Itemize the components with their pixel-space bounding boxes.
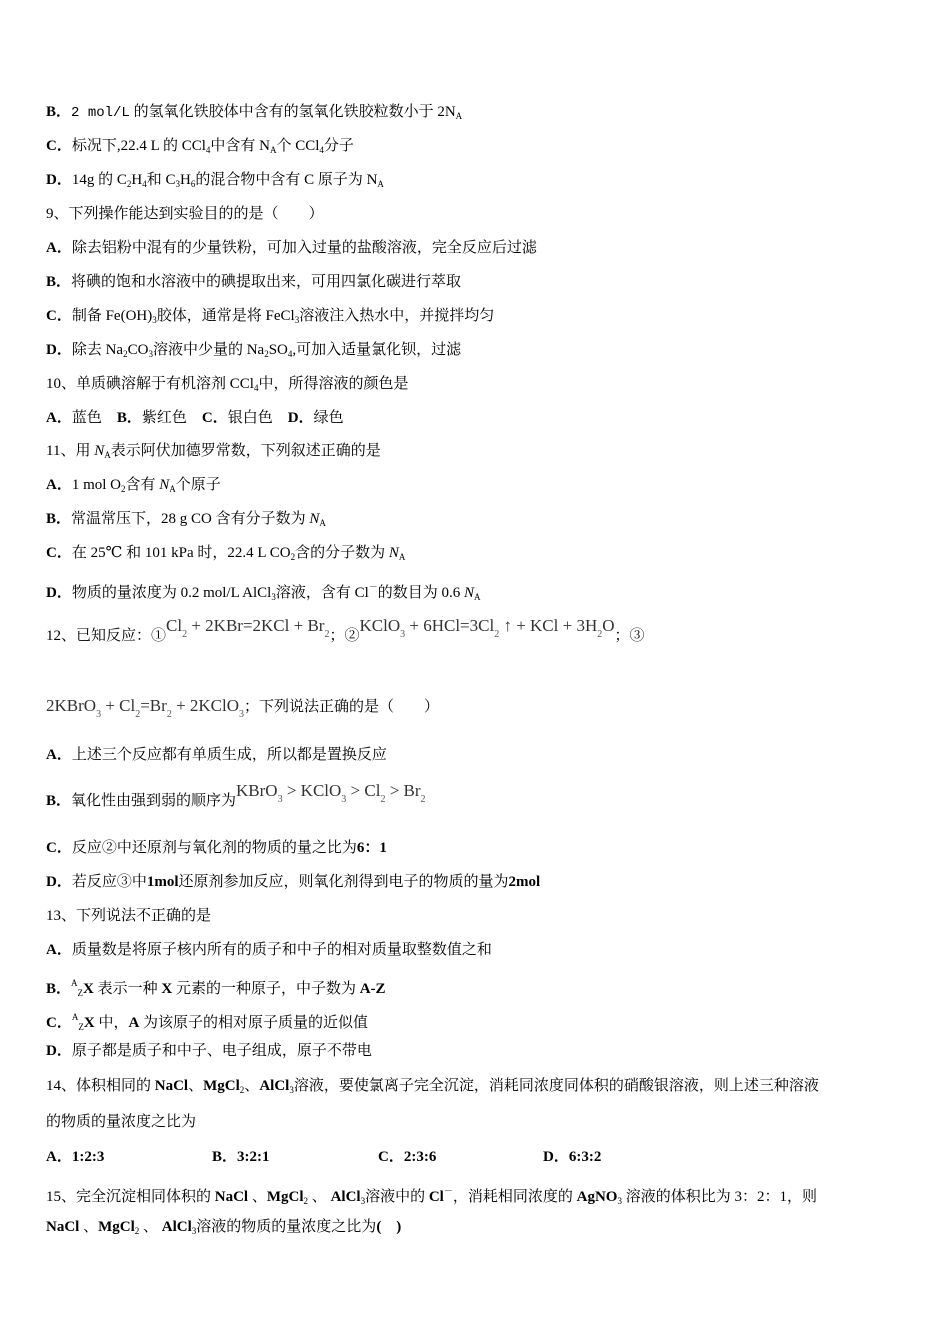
option-label: D．	[287, 410, 314, 426]
text-segment: Z	[77, 988, 84, 998]
text-segment: =Br	[140, 696, 167, 715]
text-segment: 胶体，通常是将 FeCl	[156, 308, 295, 324]
text-segment: 个原子	[175, 477, 221, 493]
text-segment: 标况下,22.4 L 的 CCl	[71, 138, 206, 154]
option-label: C．	[46, 1015, 72, 1031]
text-segment: 紫红色	[141, 410, 202, 426]
text-segment: + Cl	[101, 696, 136, 715]
text-segment: 、	[79, 1219, 99, 1235]
option-label: B．	[46, 981, 72, 997]
text-segment: 2	[166, 709, 172, 720]
option-item	[378, 1147, 436, 1167]
text-segment: 上述三个反应都有单质生成，所以都是置换反应	[71, 747, 387, 763]
text-segment: 、	[308, 1189, 331, 1205]
text-segment: 溶液的体积比为 3：2：1，则	[621, 1189, 817, 1205]
text-segment: 3	[341, 794, 347, 805]
text-segment: CO	[127, 342, 149, 358]
text-segment: ，消耗相同浓度的	[452, 1189, 577, 1205]
text-segment: 除去 Na	[71, 342, 124, 358]
text-segment: ( )	[376, 1219, 402, 1235]
text-segment: 2	[239, 1085, 245, 1095]
text-segment: MgCl	[266, 1189, 304, 1205]
text-segment: 和 C	[146, 172, 176, 188]
text-line	[46, 306, 494, 330]
text-line	[46, 1076, 819, 1100]
text-segment: 溶液中的	[365, 1189, 429, 1205]
text-segment: ,可加入适量氯化钡，过滤	[292, 342, 462, 358]
text-line	[46, 272, 461, 292]
option-label: D．	[46, 172, 72, 188]
text-segment: 11、用	[46, 443, 95, 459]
text-segment: 2	[135, 709, 141, 720]
text-segment: 溶液，含有 Cl	[275, 585, 369, 601]
text-segment: 4	[253, 383, 259, 393]
text-segment: 中，	[94, 1015, 129, 1031]
text-segment: 3	[289, 1085, 294, 1095]
text-segment: 元素的一种原子，中子数为	[172, 981, 360, 997]
text-segment: －	[443, 1186, 453, 1196]
text-segment: N	[309, 511, 320, 527]
text-segment: A	[71, 978, 78, 988]
text-segment: 、	[244, 1078, 260, 1094]
text-segment: 2 mol/L	[71, 105, 130, 121]
text-segment: ；②	[329, 628, 360, 644]
text-line	[46, 408, 344, 428]
text-segment: SO	[268, 342, 288, 358]
text-segment: 3	[360, 1196, 366, 1206]
text-line	[46, 374, 408, 398]
text-segment: 3	[400, 629, 406, 640]
text-segment: ；下列说法正确的是（ ）	[244, 699, 440, 715]
text-segment: 将碘的饱和水溶液中的碘提取出来，可用四氯化碳进行萃取	[71, 274, 462, 290]
text-segment: A	[128, 1015, 140, 1031]
text-segment: 3	[191, 1226, 197, 1236]
option-label: C．	[46, 840, 72, 856]
option-label: A．	[46, 942, 72, 958]
text-segment: X	[161, 981, 173, 997]
option-label: A．	[46, 747, 72, 763]
text-segment: 溶液的物质的量浓度之比为	[196, 1219, 377, 1235]
text-segment: 2	[264, 349, 269, 359]
text-line	[46, 509, 326, 533]
text-segment: 2	[420, 794, 426, 805]
text-segment: 、	[248, 1189, 267, 1205]
text-segment: 2	[134, 1226, 140, 1236]
text-segment: A	[269, 145, 277, 155]
text-segment: －	[368, 582, 378, 592]
text-segment: 的数目为 0.6	[377, 585, 465, 601]
text-segment: 4	[287, 349, 293, 359]
text-segment: Z	[78, 1022, 84, 1032]
text-segment: A	[398, 552, 406, 562]
text-segment: 2	[380, 794, 386, 805]
text-segment: AlCl	[330, 1189, 361, 1205]
text-segment: A	[104, 450, 111, 460]
text-segment: 的氢氧化铁胶体中含有的氢氧化铁胶粒数小于 2N	[129, 104, 456, 120]
text-segment: X	[83, 1015, 95, 1031]
text-segment: > Br	[385, 781, 421, 800]
text-segment: 4	[142, 179, 147, 189]
text-segment: 14g 的 C	[71, 172, 127, 188]
text-segment: 2	[324, 629, 330, 640]
option-label: B．	[46, 793, 72, 809]
text-line	[46, 781, 426, 813]
option-label: A．	[46, 410, 72, 426]
text-segment: 2	[123, 349, 128, 359]
text-line	[46, 1007, 368, 1037]
text-segment: O	[602, 616, 615, 635]
text-segment: 6：1	[356, 840, 387, 856]
text-segment: A	[169, 484, 176, 494]
text-segment: 10、单质碘溶解于有机溶剂 CCl	[46, 376, 254, 392]
text-segment: + 2KBr=2KCl + Br	[187, 616, 325, 635]
text-line	[46, 1112, 196, 1132]
text-segment: AlCl	[259, 1078, 290, 1094]
text-segment: Cl	[166, 616, 183, 635]
text-segment: N	[464, 585, 475, 601]
text-segment: H	[131, 172, 143, 188]
text-line	[46, 238, 537, 258]
text-segment: 2	[126, 179, 132, 189]
text-segment: 表示阿伏加德罗常数，下列叙述正确的是	[110, 443, 381, 459]
text-line	[46, 696, 439, 719]
text-line	[46, 906, 211, 926]
option-label: C．	[378, 1149, 404, 1165]
text-line	[46, 973, 386, 1003]
text-segment: 绿色	[313, 410, 344, 426]
option-label: D．	[543, 1149, 569, 1165]
text-segment: 反应②中还原剂与氧化剂的物质的量之比为	[71, 840, 357, 856]
option-label: D．	[46, 874, 72, 890]
text-segment: 2KBrO	[46, 696, 97, 715]
text-segment: A	[319, 518, 326, 528]
text-line	[46, 340, 461, 364]
option-label: D．	[46, 585, 72, 601]
text-segment: AgNO	[576, 1189, 618, 1205]
text-segment: 在 25℃ 和 101 kPa 时，22.4 L CO	[71, 545, 291, 561]
text-segment: A	[455, 111, 463, 121]
text-line	[46, 838, 387, 858]
text-segment: + 6HCl=3Cl	[405, 616, 495, 635]
text-segment: 个 CCl	[276, 138, 320, 154]
text-segment: 中含有 N	[210, 138, 270, 154]
text-line	[46, 475, 221, 499]
text-segment: 3	[175, 179, 180, 189]
text-line	[46, 745, 387, 765]
text-segment: 2	[597, 629, 603, 640]
option-text: 3:2:1	[237, 1149, 270, 1165]
text-segment: 常温常压下，28 g CO 含有分子数为	[71, 511, 310, 527]
text-segment: A	[71, 1012, 79, 1022]
option-item	[212, 1147, 270, 1167]
text-segment: + 2KClO	[171, 696, 240, 715]
text-segment: 制备 Fe(OH)	[71, 308, 153, 324]
text-line	[46, 136, 354, 160]
text-line	[46, 577, 481, 607]
text-line	[46, 170, 384, 194]
text-line	[46, 1181, 817, 1211]
text-segment: 3	[148, 349, 153, 359]
text-segment: 原子都是质子和中子、电子组成，原子不带电	[71, 1043, 372, 1059]
text-segment: Cl	[428, 1189, 444, 1205]
text-segment: 还原剂参加反应，则氧化剂得到电子的物质的量为	[178, 874, 509, 890]
option-label: B．	[46, 511, 72, 527]
text-segment: 12、已知反应：①	[46, 628, 167, 644]
text-segment: 15、完全沉淀相同体积的	[46, 1189, 215, 1205]
option-label: C．	[46, 138, 72, 154]
text-segment: 分子	[323, 138, 354, 154]
text-segment: 物质的量浓度为 0.2 mol/L AlCl	[71, 585, 272, 601]
text-segment: 含的分子数为	[295, 545, 389, 561]
option-label: B．	[46, 104, 72, 120]
option-text: 1:2:3	[71, 1149, 105, 1165]
text-segment: 含有	[125, 477, 160, 493]
text-segment: 质量数是将原子核内所有的质子和中子的相对质量取整数值之和	[71, 942, 492, 958]
text-segment: 2	[290, 552, 296, 562]
text-segment: N	[159, 477, 170, 493]
text-segment: ↑ + KCl + 3H	[499, 616, 598, 635]
option-label: C．	[46, 545, 72, 561]
text-line	[46, 441, 381, 465]
text-segment: 3	[239, 709, 245, 720]
text-segment: A	[377, 179, 384, 189]
option-item	[46, 1147, 104, 1167]
text-segment: 的物质的量浓度之比为	[46, 1114, 197, 1130]
text-segment: A	[474, 592, 481, 602]
option-text: 2:3:6	[403, 1149, 437, 1165]
option-label: A．	[46, 1149, 72, 1165]
text-segment: 溶液注入热水中，并搅拌均匀	[299, 308, 495, 324]
text-segment: MgCl	[203, 1078, 240, 1094]
text-segment: 2	[303, 1196, 309, 1206]
text-segment: KClO	[359, 616, 401, 635]
text-segment: 4	[319, 145, 324, 155]
text-segment: 的混合物中含有 C 原子为 N	[195, 172, 378, 188]
text-segment: N	[388, 545, 399, 561]
text-segment: AlCl	[161, 1219, 192, 1235]
text-segment: NaCl	[46, 1219, 80, 1235]
option-label: B．	[212, 1149, 238, 1165]
text-segment: 溶液，要使氯离子完全沉淀，消耗同浓度同体积的硝酸银溶液，则上述三种溶液	[293, 1078, 819, 1094]
text-segment: 6	[190, 179, 196, 189]
text-segment: 2	[121, 484, 126, 494]
text-segment: 溶液中少量的 Na	[152, 342, 265, 358]
text-segment: > KClO	[282, 781, 342, 800]
text-line	[46, 872, 540, 892]
text-segment: 中，所得溶液的颜色是	[258, 376, 409, 392]
option-label: C．	[46, 308, 72, 324]
text-segment: X	[83, 981, 94, 997]
text-segment: 1mol	[146, 874, 179, 890]
text-segment: ；③	[614, 628, 645, 644]
text-segment: 3	[96, 709, 102, 720]
text-segment: 银白色	[227, 410, 288, 426]
text-line	[46, 204, 324, 224]
option-label: A．	[46, 240, 72, 256]
option-label: B．	[116, 410, 142, 426]
text-segment: NaCl	[214, 1189, 249, 1205]
text-line	[46, 616, 645, 648]
text-segment: 9、下列操作能达到实验目的的是（ ）	[46, 206, 324, 222]
text-segment: KBrO	[236, 781, 278, 800]
text-segment: NaCl	[154, 1078, 189, 1094]
option-label: C．	[201, 410, 228, 426]
text-segment: H	[179, 172, 191, 188]
text-segment: 3	[294, 315, 300, 325]
text-segment: 1 mol O	[71, 477, 122, 493]
text-line	[46, 1041, 372, 1061]
option-item	[543, 1147, 601, 1167]
text-segment: > Cl	[346, 781, 381, 800]
text-segment: 3	[277, 794, 283, 805]
text-segment: 表示一种	[93, 981, 162, 997]
option-label: D．	[46, 1043, 72, 1059]
text-segment: 若反应③中	[71, 874, 147, 890]
text-segment: 3	[152, 315, 157, 325]
text-segment: 为该原子的相对原子质量的近似值	[139, 1015, 369, 1031]
option-label: A．	[46, 477, 72, 493]
option-label: B．	[46, 274, 72, 290]
text-segment: 3	[271, 592, 276, 602]
text-segment: 除去铝粉中混有的少量铁粉，可加入过量的盐酸溶液，完全反应后过滤	[71, 240, 537, 256]
text-segment: 蓝色	[71, 410, 117, 426]
text-segment: 氧化性由强到弱的顺序为	[71, 793, 237, 809]
text-segment: 2	[182, 629, 188, 640]
text-segment: 、	[139, 1219, 162, 1235]
text-line	[46, 1217, 401, 1241]
text-line	[46, 940, 492, 960]
option-text: 6:3:2	[568, 1149, 602, 1165]
text-segment: 、	[188, 1078, 204, 1094]
text-segment: N	[94, 443, 105, 459]
text-segment: MgCl	[98, 1219, 135, 1235]
option-label: D．	[46, 342, 72, 358]
text-segment: 14、体积相同的	[46, 1078, 155, 1094]
text-segment: 4	[205, 145, 211, 155]
text-segment: 2	[494, 629, 500, 640]
text-segment: A-Z	[359, 981, 386, 997]
text-line	[46, 543, 405, 567]
text-segment: 2mol	[508, 874, 541, 890]
text-line	[46, 102, 462, 126]
text-segment: 13、下列说法不正确的是	[46, 908, 212, 924]
text-segment: 3	[617, 1196, 622, 1206]
